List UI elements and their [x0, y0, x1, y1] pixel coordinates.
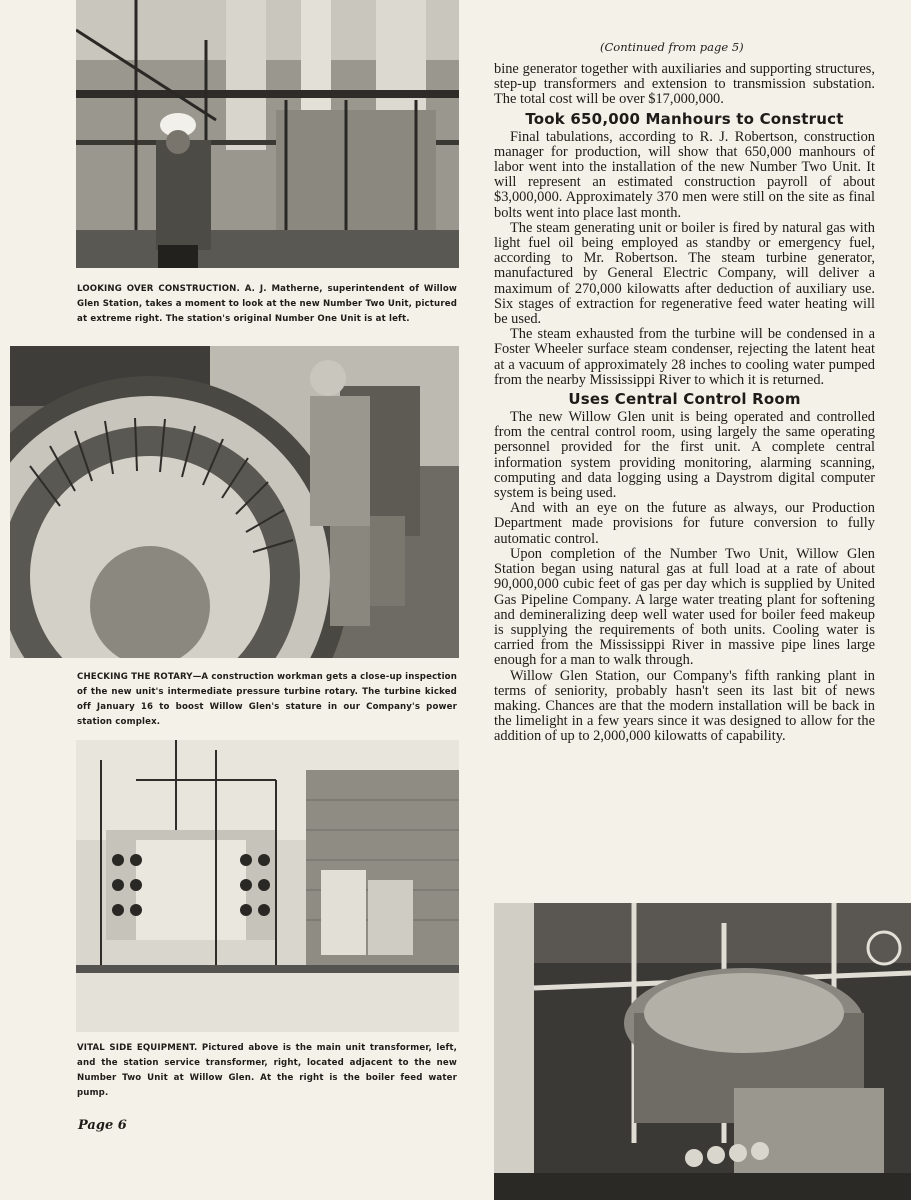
article-paragraph: Upon completion of the Number Two Unit, Willow Glen Station began using natural gas at full load at a rate of about 90,000,000 cubic feet of gas per day which is supplied by United Gas Pipeline Company. A large water treating plant for softening and demineralizing deep well water used for boiler feed makeup is supplying the requirements of both units. Cooling water is carried from the Mississippi River in massive pipe lines large enough for a man to walk through. — [494, 545, 875, 669]
rotary-caption — [77, 670, 457, 730]
article-paragraph: The steam generating unit or boiler is fired by natural gas with light fuel oil being employed as standby or emergency fuel, according to Mr. Robertson. The steam turbine generator, manufactured by General Electric Company, will deliver a maximum of 270,000 kilowatts after deduction of auxiliary use. Six stages of extraction for regenerative feed water heating will be used. — [494, 219, 875, 328]
article-paragraph: The steam exhausted from the turbine will be condensed in a Foster Wheeler surface steam condenser, rejecting the latent heat at a vacuum of approximately 28 inches to cooling water pumped from the nearby Mississippi River to which it is returned. — [494, 326, 875, 388]
article-paragraph: Final tabulations, according to R. J. Robertson, construction manager for production, will show that 650,000 manhours of labor went into the installation of the new Number Two Unit. It will represent an estimated construction payroll of about $3,000,000. Approximately 370 men were still on the site as final bolts went into place last month. — [494, 128, 875, 221]
page-number: Page 6 — [78, 1118, 127, 1133]
article-paragraph: And with an eye on the future as always, our Production Department made provisions for future conversion to fully automatic control. — [494, 500, 875, 547]
construction-caption-lead: LOOKING OVER CONSTRUCTION. — [77, 284, 240, 294]
heading-control-room: Uses Central Control Room — [568, 390, 801, 409]
article-body — [494, 62, 875, 745]
article-paragraph: The new Willow Glen unit is being operated and controlled from the central control room, using largely the same operating personnel provided for the first unit. A complete central information system providing monitoring, alarming scanning, computing and data logging using a Daystrom digital computer system is being used. — [494, 409, 875, 502]
equipment-caption — [77, 1041, 457, 1101]
transformer-photo — [76, 740, 459, 1032]
equipment-caption-text: Pictured above is the main unit transformer, left, and the station service transformer, right, located adjacent to the new Number Two Unit at Willow Glen. At the right is the boiler feed water pump. — [77, 1043, 458, 1098]
article-paragraph: Willow Glen Station, our Company's fifth ranking plant in terms of seniority, probably hasn't seen its last bit of news making. Chances are that the modern installation will be back in the limelight in a few years since it was designed to allow for the addition of up to 2,000,000 kilowatts of capability. — [494, 667, 875, 745]
article-intro: bine generator together with auxiliaries and supporting structures, step-up transformers and extension to transmission substation. The total cost will be over $17,000,000. — [494, 61, 875, 108]
construction-caption — [77, 282, 457, 327]
rotary-caption-lead: CHECKING THE ROTARY — [77, 672, 193, 682]
construction-caption-text: A. J. Matherne, superintendent of Willow Glen Station, takes a moment to look at the new Number Two Unit, pictured at extreme right. The station's original Number One Unit is at left. — [77, 284, 457, 324]
equipment-caption-lead: VITAL SIDE EQUIPMENT. — [77, 1043, 198, 1053]
pump-photo — [494, 903, 911, 1200]
construction-photo — [76, 0, 459, 268]
heading-manhours: Took 650,000 Manhours to Construct — [525, 109, 844, 128]
rotary-caption-text: —A construction workman gets a close-up inspection of the new unit's intermediate pressure turbine rotary. The turbine kicked off January 16 to boost Willow Glen's stature in our Company's power station complex. — [77, 672, 457, 727]
continued-note: (Continued from page 5) — [600, 40, 744, 54]
turbine-photo — [10, 346, 459, 658]
